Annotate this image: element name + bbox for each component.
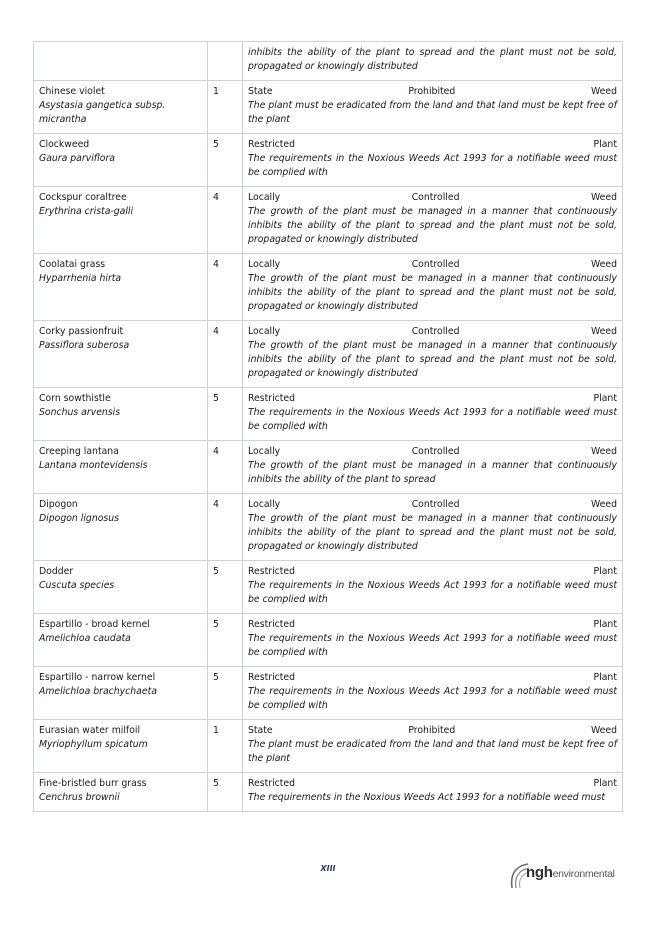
- class-number-cell: [208, 134, 243, 187]
- control-class-part-3: Weed: [591, 446, 617, 457]
- weed-class-number: 5: [213, 139, 219, 150]
- control-class-part-2: Prohibited: [408, 725, 456, 736]
- control-class: [248, 258, 617, 272]
- control-class-part-2: Controlled: [411, 259, 460, 270]
- control-requirement-text: The requirements in the Noxious Weeds Act 1993 for a notifiable weed must be complied with: [248, 153, 617, 178]
- control-class-part-3: Weed: [591, 86, 617, 97]
- control-class-part-1: Locally: [248, 499, 281, 510]
- scientific-name: Gaura parviflora: [39, 153, 115, 164]
- common-name: Coolatai grass: [39, 259, 106, 270]
- weed-class-number: 1: [213, 86, 219, 97]
- control-class: [248, 777, 617, 791]
- control-class-part-3: Plant: [593, 619, 617, 630]
- control-requirement-text: The requirements in the Noxious Weeds Act 1993 for a notifiable weed must be complied with: [248, 633, 617, 658]
- class-number-cell: [208, 388, 243, 441]
- logo-bold-text: ngh: [526, 864, 553, 881]
- control-cell: [243, 561, 623, 614]
- table-row: [34, 81, 623, 134]
- control-class-part-1: Locally: [248, 192, 281, 203]
- scientific-name: Amelichloa caudata: [39, 633, 131, 644]
- weed-class-number: 4: [213, 499, 219, 510]
- weed-class-number: 5: [213, 672, 219, 683]
- class-number-cell: [208, 561, 243, 614]
- name-cell: [34, 720, 208, 773]
- control-class-part-1: Locally: [248, 446, 281, 457]
- weed-class-number: 5: [213, 566, 219, 577]
- class-number-cell: [208, 254, 243, 321]
- weed-class-number: 5: [213, 619, 219, 630]
- control-class-part-2: Controlled: [411, 192, 460, 203]
- common-name: Corn sowthistle: [39, 393, 111, 404]
- control-cell: [243, 773, 623, 812]
- table-row: [34, 667, 623, 720]
- control-class-part-1: Restricted: [248, 393, 296, 404]
- control-cell: [243, 81, 623, 134]
- control-requirement-text: The requirements in the Noxious Weeds Act 1993 for a notifiable weed must be complied with: [248, 580, 617, 605]
- control-requirement-text: The plant must be eradicated from the land and that land must be kept free of the plant: [248, 100, 617, 125]
- control-requirement-text: The growth of the plant must be managed in a manner that continuously inhibits the ability of the plant to spread and the plant must not be sold, propagated or knowingly distributed: [248, 206, 617, 245]
- name-cell: [34, 561, 208, 614]
- common-name: Clockweed: [39, 139, 90, 150]
- control-cell: [243, 254, 623, 321]
- control-class-part-1: Restricted: [248, 139, 296, 150]
- control-class-part-1: State: [248, 86, 273, 97]
- common-name: Eurasian water milfoil: [39, 725, 141, 736]
- name-cell: [34, 388, 208, 441]
- control-class-part-2: Controlled: [411, 326, 460, 337]
- control-class: [248, 724, 617, 738]
- control-requirement-text: The growth of the plant must be managed in a manner that continuously inhibits the ability of the plant to spread and the plant must not be sold, propagated or knowingly distributed: [248, 513, 617, 552]
- control-cell: [243, 134, 623, 187]
- control-requirement-text: inhibits the ability of the plant to spread and the plant must not be sold, propagated or knowingly distributed: [248, 47, 617, 72]
- class-number-cell: [208, 720, 243, 773]
- control-class-part-3: Weed: [591, 192, 617, 203]
- common-name: Espartillo - narrow kernel: [39, 672, 156, 683]
- class-number-cell: [208, 441, 243, 494]
- control-class-part-3: Plant: [593, 672, 617, 683]
- control-class-part-2: Controlled: [411, 499, 460, 510]
- common-name: Corky passionfruit: [39, 326, 124, 337]
- control-class: [248, 565, 617, 579]
- control-class-part-3: Plant: [593, 139, 617, 150]
- name-cell: [34, 441, 208, 494]
- control-requirement-text: The growth of the plant must be managed in a manner that continuously inhibits the ability of the plant to spread: [248, 460, 617, 485]
- table-row: [34, 134, 623, 187]
- table-row: [34, 187, 623, 254]
- control-cell: [243, 614, 623, 667]
- control-class-part-1: State: [248, 725, 273, 736]
- control-requirement-text: The requirements in the Noxious Weeds Act 1993 for a notifiable weed must: [248, 792, 605, 803]
- control-class-part-1: Restricted: [248, 778, 296, 789]
- scientific-name: Hyparrhenia hirta: [39, 273, 122, 284]
- control-class-part-3: Plant: [593, 393, 617, 404]
- control-requirement-text: The requirements in the Noxious Weeds Act 1993 for a notifiable weed must be complied with: [248, 686, 617, 711]
- class-number-cell: [208, 494, 243, 561]
- class-number-cell: [208, 42, 243, 81]
- name-cell: [34, 773, 208, 812]
- common-name: Creeping lantana: [39, 446, 119, 457]
- scientific-name: Asystasia gangetica subsp. micrantha: [39, 100, 166, 125]
- common-name: Dodder: [39, 566, 74, 577]
- control-requirement-text: The growth of the plant must be managed in a manner that continuously inhibits the ability of the plant to spread and the plant must not be sold, propagated or knowingly distributed: [248, 340, 617, 379]
- control-class-part-3: Weed: [591, 499, 617, 510]
- control-class-part-1: Restricted: [248, 672, 296, 683]
- name-cell: [34, 667, 208, 720]
- weed-class-number: 4: [213, 259, 219, 270]
- table-row: [34, 494, 623, 561]
- table-row: [34, 561, 623, 614]
- class-number-cell: [208, 187, 243, 254]
- name-cell: [34, 81, 208, 134]
- control-requirement-cell: [243, 42, 623, 81]
- control-class: [248, 618, 617, 632]
- class-number-cell: [208, 321, 243, 388]
- control-requirement-text: The growth of the plant must be managed in a manner that continuously inhibits the ability of the plant to spread and the plant must not be sold, propagated or knowingly distributed: [248, 273, 617, 312]
- class-number-cell: [208, 773, 243, 812]
- table-row: [34, 614, 623, 667]
- scientific-name: Passiflora suberosa: [39, 340, 130, 351]
- name-cell: [34, 42, 208, 81]
- control-class: [248, 445, 617, 459]
- common-name: Dipogon: [39, 499, 78, 510]
- scientific-name: Cuscuta species: [39, 580, 115, 591]
- common-name: Cockspur coraltree: [39, 192, 127, 203]
- control-class-part-2: Controlled: [411, 446, 460, 457]
- scientific-name: Myriophyllum spicatum: [39, 739, 148, 750]
- control-class-part-3: Plant: [593, 778, 617, 789]
- scientific-name: Lantana montevidensis: [39, 460, 148, 471]
- control-cell: [243, 321, 623, 388]
- name-cell: [34, 187, 208, 254]
- control-cell: [243, 388, 623, 441]
- table-row: [34, 773, 623, 812]
- scientific-name: Erythrina crista-galli: [39, 206, 134, 217]
- control-class: [248, 138, 617, 152]
- control-class-part-1: Restricted: [248, 619, 296, 630]
- control-cell: [243, 441, 623, 494]
- control-class-part-1: Restricted: [248, 566, 296, 577]
- scientific-name: Sonchus arvensis: [39, 407, 121, 418]
- common-name: Chinese violet: [39, 86, 105, 97]
- control-class: [248, 85, 617, 99]
- class-number-cell: [208, 667, 243, 720]
- control-class-part-3: Plant: [593, 566, 617, 577]
- logo-rest-text: environmental: [552, 868, 615, 880]
- ngh-environmental-logo: [508, 858, 624, 892]
- control-class: [248, 392, 617, 406]
- control-cell: [243, 720, 623, 773]
- table-row: [34, 388, 623, 441]
- table-row: [34, 720, 623, 773]
- name-cell: [34, 614, 208, 667]
- weed-class-number: 5: [213, 393, 219, 404]
- name-cell: [34, 321, 208, 388]
- control-requirement-text: The requirements in the Noxious Weeds Act 1993 for a notifiable weed must be complied with: [248, 407, 617, 432]
- control-cell: [243, 187, 623, 254]
- weed-class-number: 4: [213, 446, 219, 457]
- control-class-part-3: Weed: [591, 725, 617, 736]
- page-number: XIII: [320, 864, 336, 873]
- control-class-part-3: Weed: [591, 326, 617, 337]
- table-row-continuation: [34, 42, 623, 81]
- scientific-name: Cenchrus brownii: [39, 792, 120, 803]
- class-number-cell: [208, 81, 243, 134]
- noxious-weeds-table: [33, 41, 623, 812]
- table-row: [34, 254, 623, 321]
- control-class-part-1: Locally: [248, 326, 281, 337]
- weed-class-number: 1: [213, 725, 219, 736]
- weed-class-number: 5: [213, 778, 219, 789]
- name-cell: [34, 134, 208, 187]
- name-cell: [34, 254, 208, 321]
- scientific-name: Dipogon lignosus: [39, 513, 119, 524]
- table-row: [34, 321, 623, 388]
- weed-class-number: 4: [213, 326, 219, 337]
- control-cell: [243, 667, 623, 720]
- control-class: [248, 325, 617, 339]
- scientific-name: Amelichloa brachychaeta: [39, 686, 157, 697]
- control-class-part-1: Locally: [248, 259, 281, 270]
- common-name: Fine-bristled burr grass: [39, 778, 147, 789]
- control-class-part-3: Weed: [591, 259, 617, 270]
- name-cell: [34, 494, 208, 561]
- control-class: [248, 191, 617, 205]
- table-row: [34, 441, 623, 494]
- control-class: [248, 671, 617, 685]
- control-cell: [243, 494, 623, 561]
- control-class: [248, 498, 617, 512]
- class-number-cell: [208, 614, 243, 667]
- weed-class-number: 4: [213, 192, 219, 203]
- control-class-part-2: Prohibited: [408, 86, 456, 97]
- control-requirement-text: The plant must be eradicated from the land and that land must be kept free of the plant: [248, 739, 617, 764]
- common-name: Espartillo - broad kernel: [39, 619, 150, 630]
